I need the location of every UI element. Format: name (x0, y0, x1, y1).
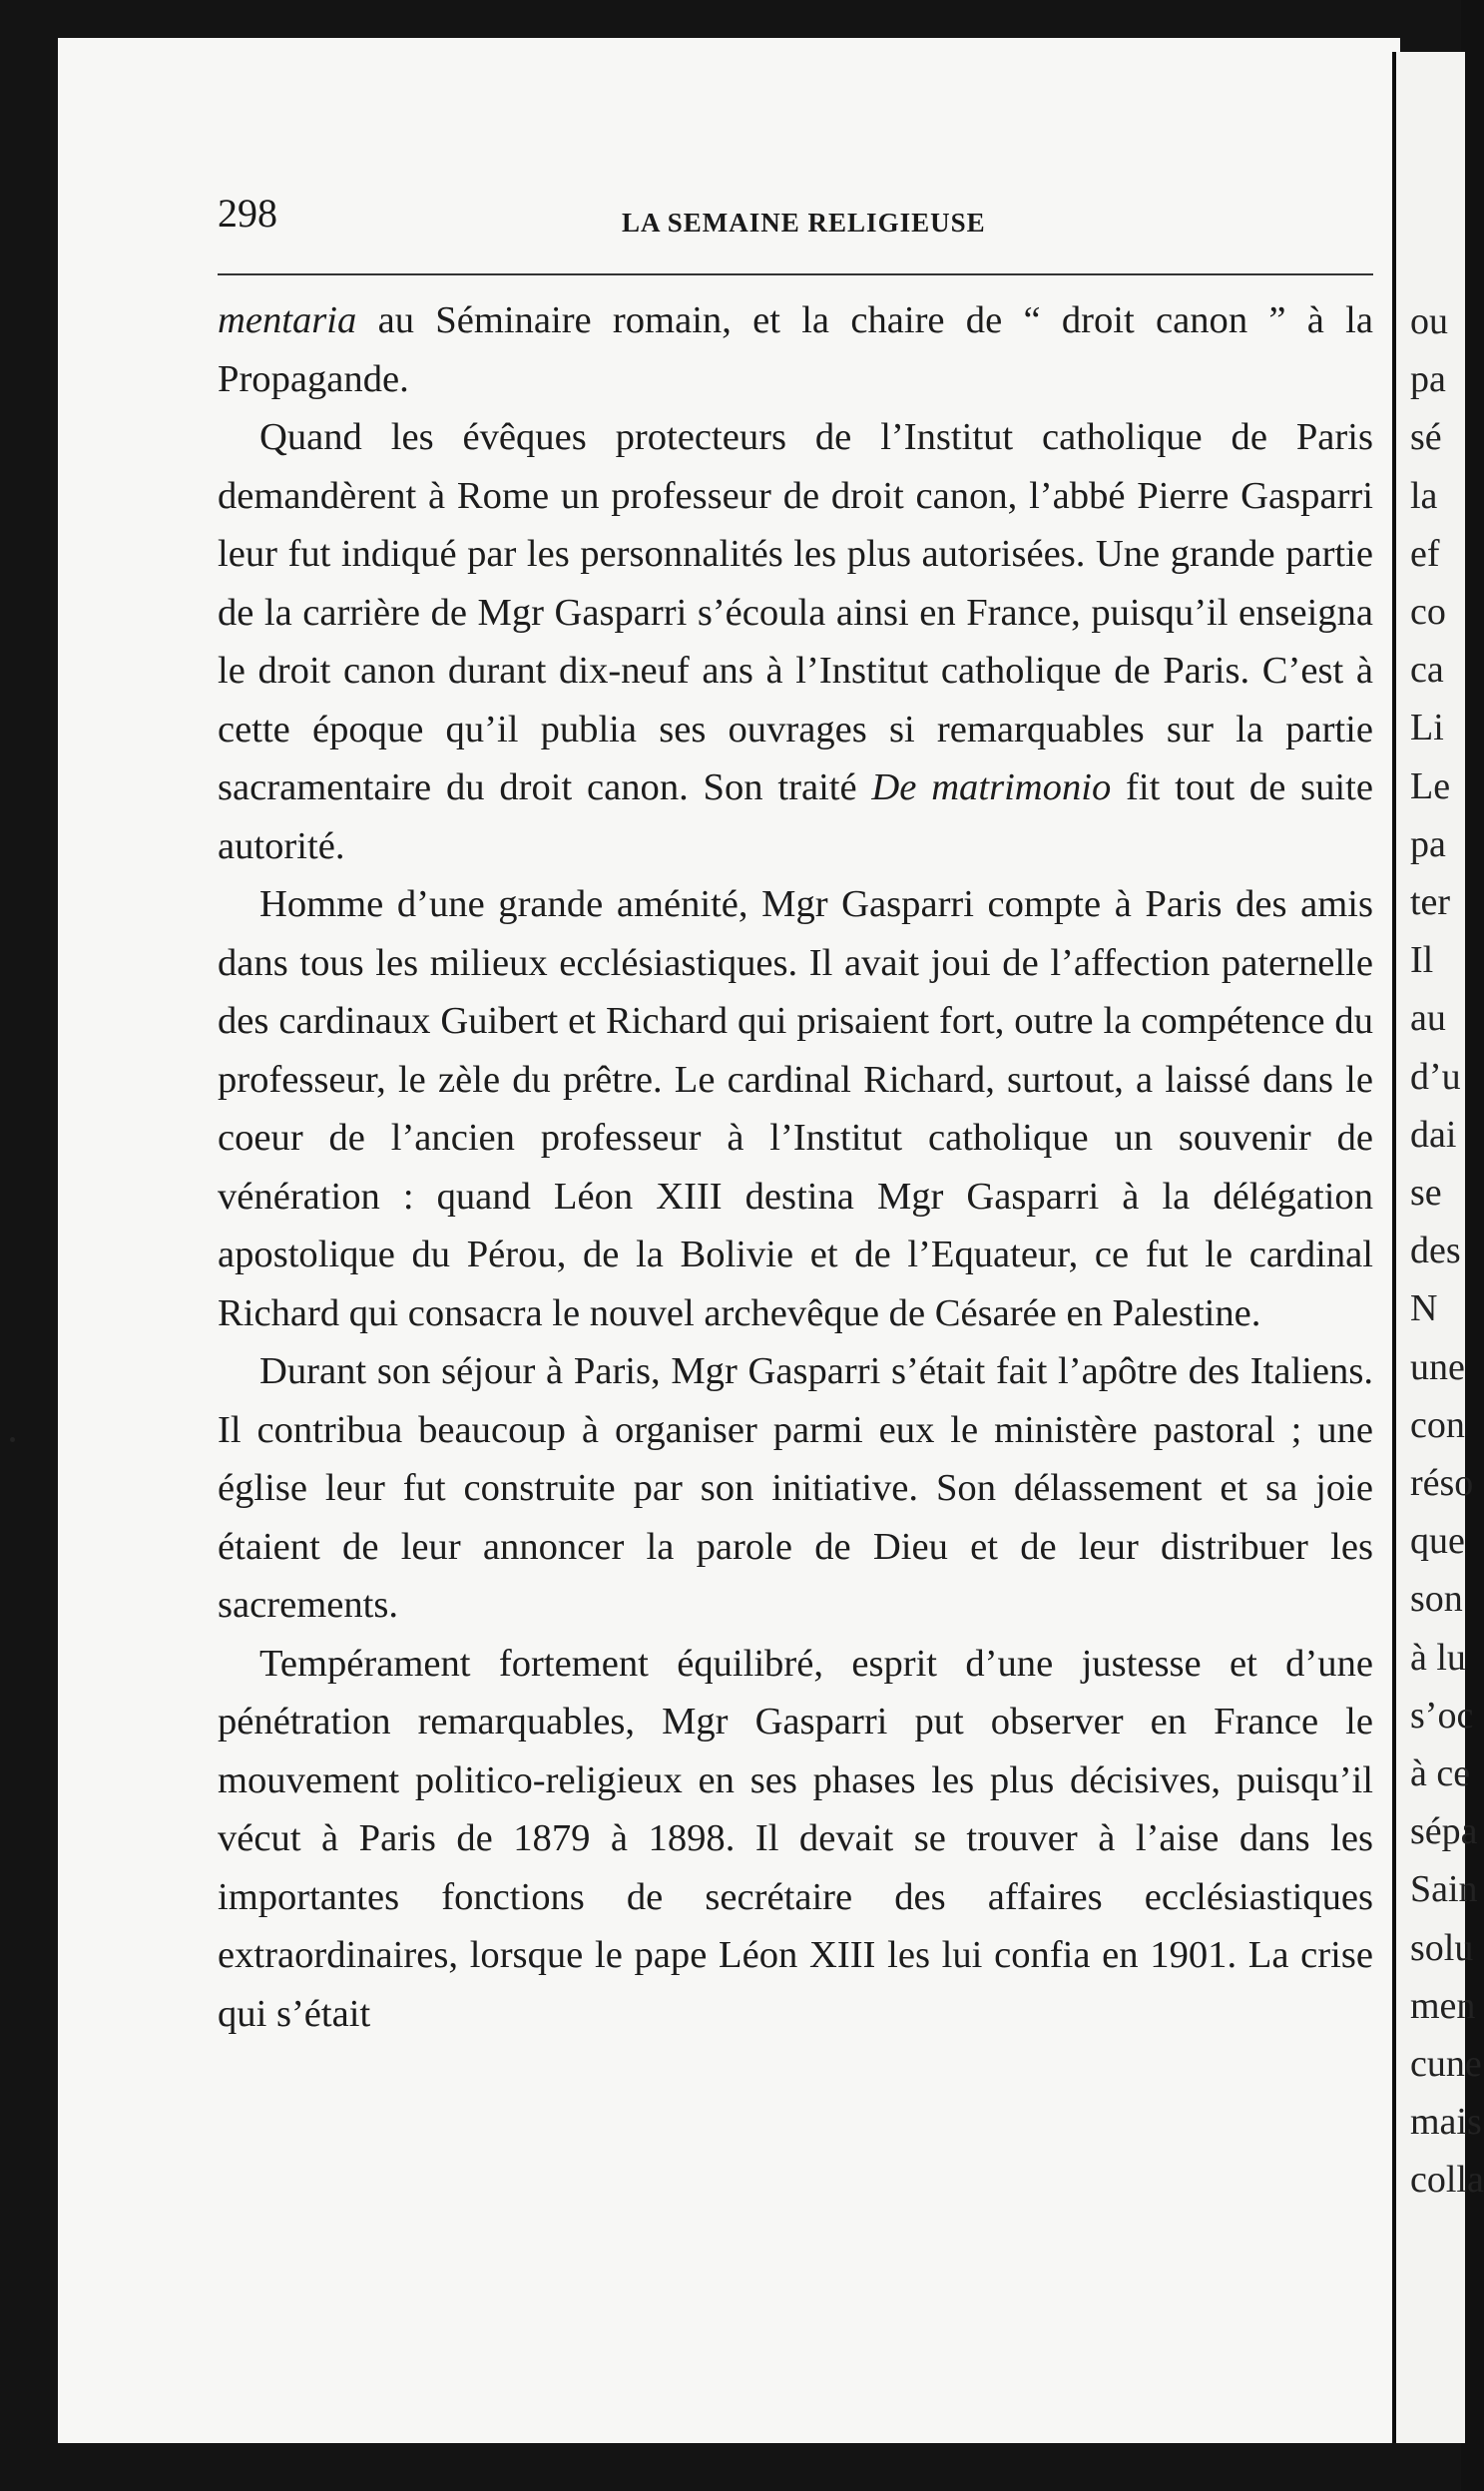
facing-page-fragment: mais (1410, 2101, 1482, 2144)
facing-page-fragment: co (1410, 591, 1446, 633)
paragraph: Tempérament fortement équilibré, esprit d’une justesse et d’une pénétration remarquables, Mgr Gasparri put observer en France le mouvement politico-religieux en ses phases les plus décisives, puisqu’il vécut à Paris de 1879 à 1898. Il devait se trouver à l’aise dans les importantes fonctions de secrétaire des affaires ecclésiastiques extraordinaires, lorsque le pape Léon XIII les lui confia en 1901. La crise qui s’était (218, 1642, 1373, 2035)
facing-page-fragment: Il (1410, 939, 1434, 982)
facing-page-fragment: son (1410, 1578, 1463, 1621)
facing-page-fragment: se (1410, 1172, 1442, 1214)
facing-page-fragment: con (1410, 1403, 1465, 1446)
facing-page-fragment: ef (1410, 532, 1440, 575)
paragraph-text: au Séminaire romain, et la chaire de “ droit canon ” à la Propagande. (218, 299, 1373, 400)
paragraph-text: Quand les évêques protecteurs de l’Institut catholique de Paris demandèrent à Rome un professeur de droit canon, l’abbé Pierre Gasparri leur fut indiqué par les personnalités les plus autorisées. Une grande partie de la carrière de Mgr Gasparri s’écoula ainsi en France, puisqu’il enseigna le droit canon durant dix-neuf ans à l’Institut catholique de Paris. C’est à cette époque qu’il publia ses ouvrages si remarquables sur la partie sacramentaire du droit canon. Son traité (218, 416, 1373, 808)
facing-page-fragment: ou (1410, 300, 1448, 342)
paragraph-continuation (218, 291, 1373, 408)
facing-page-fragment: dai (1410, 1113, 1457, 1156)
facing-page-fragment: que (1410, 1520, 1465, 1563)
facing-page-fragment: cune (1410, 2043, 1482, 2085)
paragraph: Homme d’une grande aménité, Mgr Gasparri compte à Paris des amis dans tous les milieux ecclésiastiques. Il avait joui de l’affection paternelle des cardinaux Guibert et Richard qui prisaient fort, outre la compétence du professeur, le zèle du prêtre. Le cardinal Richard, surtout, a laissé dans le coeur de l’ancien professeur à l’Institut catholique un souvenir de vénération : quand Léon XIII destina Mgr Gasparri à la délégation apostolique du Pérou, de la Bolivie et de l’Equateur, ce fut le cardinal Richard qui consacra le nouvel archevêque de Césarée en Palestine. (218, 883, 1373, 1334)
facing-page-fragment: ca (1410, 649, 1444, 692)
facing-page-fragment: Li (1410, 707, 1444, 749)
facing-page-fragment: colla (1410, 2159, 1484, 2202)
facing-page-fragment: la (1410, 474, 1438, 517)
facing-page-fragment: Le (1410, 764, 1451, 807)
facing-page-fragment: ter (1410, 881, 1451, 923)
facing-page-fragment: s’oc (1410, 1694, 1474, 1737)
facing-page-fragment: sé (1410, 416, 1442, 459)
facing-page-fragment: solu (1410, 1926, 1474, 1969)
facing-page-fragment: sépa (1410, 1810, 1478, 1853)
italic-word: mentaria (218, 299, 357, 341)
facing-page-fragment: à ce (1410, 1752, 1471, 1794)
article-body (218, 291, 1373, 2043)
facing-page-fragment: réso (1410, 1462, 1474, 1504)
facing-page-fragment: Sain (1410, 1868, 1478, 1911)
facing-page-fragment: des (1410, 1230, 1461, 1272)
header-rule (218, 273, 1373, 275)
page-number: 298 (218, 191, 277, 236)
facing-page-fragment: au (1410, 997, 1446, 1040)
facing-page-fragment: pa (1410, 358, 1446, 401)
italic-title: De matrimonio (871, 766, 1112, 808)
facing-page-fragment: men (1410, 1984, 1476, 2027)
scan-speck (10, 1437, 15, 1442)
facing-page-fragment: N (1410, 1287, 1438, 1330)
paragraph (218, 408, 1373, 875)
running-head (218, 190, 1375, 249)
paragraph-text: fit tout de suite autorité. (218, 766, 1373, 867)
facing-page-fragment: d’u (1410, 1055, 1461, 1098)
facing-page-fragment: pa (1410, 822, 1446, 865)
paragraph: Durant son séjour à Paris, Mgr Gasparri s’était fait l’apôtre des Italiens. Il contribua beaucoup à organiser parmi eux le ministère pastoral ; une église leur fut construite par son initiative. Son délassement et sa joie étaient de leur annoncer la parole de Dieu et de leur distribuer les sacrements. (218, 1350, 1373, 1626)
facing-page-edge (1392, 52, 1484, 2443)
facing-page-fragment: à lu (1410, 1636, 1466, 1679)
facing-page-fragment: une (1410, 1345, 1465, 1388)
journal-title: LA SEMAINE RELIGIEUSE (622, 208, 986, 238)
